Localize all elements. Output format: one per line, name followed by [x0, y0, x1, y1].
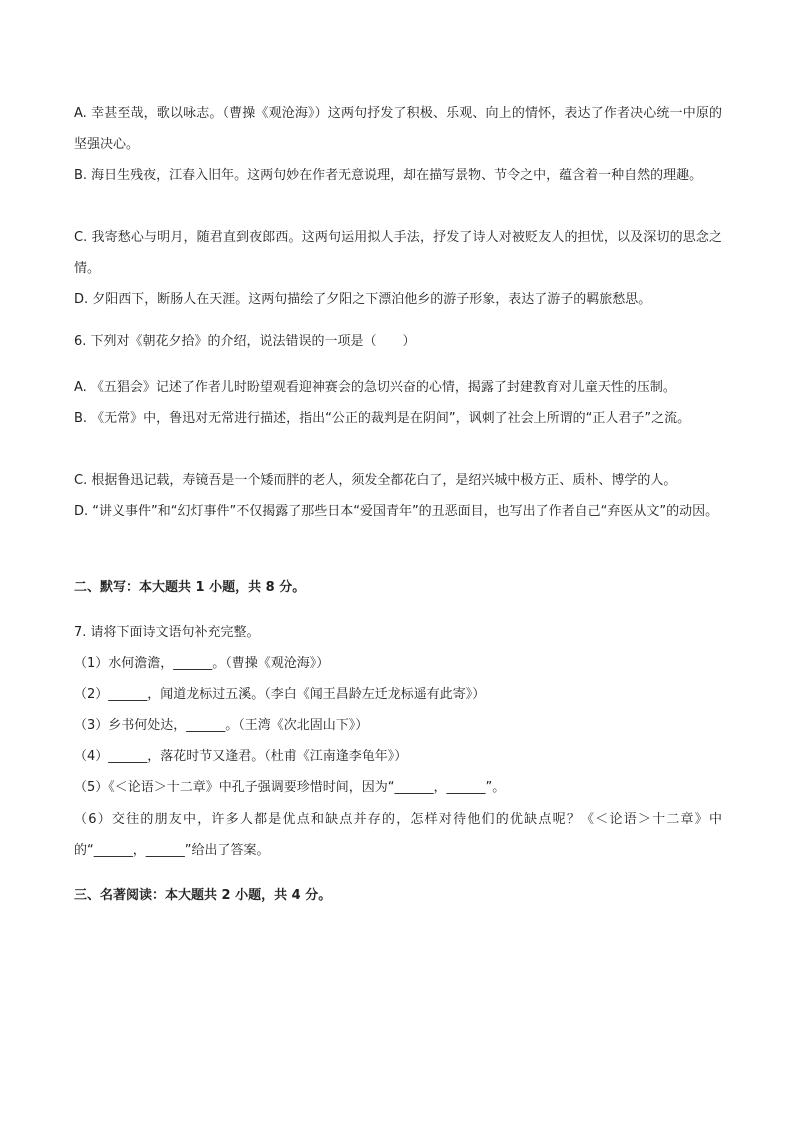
q6-option-a: A. 《五猖会》记述了作者儿时盼望观看迎神赛会的急切兴奋的心情，揭露了封建教育对儿童天性的压制。 [74, 380, 676, 395]
q6-option-b: B. 《无常》中，鲁迅对无常进行描述，指出“公正的裁判是在阴间”，讽刺了社会上所谓的“正人君子”之流。 [74, 411, 691, 426]
q5-option-a: A. 幸甚至哉，歌以咏志。（曹操《观沧海》）这两句抒发了积极、乐观、向上的情怀，表达了作者决心统一中原的坚强决心。 [74, 106, 722, 152]
q6-option-c: C. 根据鲁迅记载，寿镜吾是一个矮而胖的老人，须发全都花白了，是绍兴城中极方正、质朴、博学的人。 [74, 473, 677, 488]
q7-stem: 7. 请将下面诗文语句补充完整。 [74, 625, 260, 640]
q5-option-c: C. 我寄愁心与明月，随君直到夜郎西。这两句运用拟人手法，抒发了诗人对被贬友人的担忧，以及深切的思念之情。 [74, 230, 722, 276]
section-3-heading: 三、名著阅读：本大题共 2 小题，共 4 分。 [74, 888, 332, 903]
q5-option-d: D. 夕阳西下，断肠人在天涯。这两句描绘了夕阳之下漂泊他乡的游子形象，表达了游子的羁旅愁思。 [74, 292, 652, 307]
q6-option-d: D. “讲义事件”和“幻灯事件”不仅揭露了那些日本“爱国青年”的丑恶面目，也写出了作者自己“弃医从文”的动因。 [74, 504, 719, 519]
q5-option-b: B. 海日生残夜，江春入旧年。这两句妙在作者无意说理，却在描写景物、节令之中，蕴含着一种自然的理趣。 [74, 168, 703, 183]
q7-item-5: （5）《＜论语＞十二章》中孔子强调要珍惜时间，因为“______，______”。 [74, 780, 506, 795]
section-2-heading: 二、默写：本大题共 1 小题，共 8 分。 [74, 580, 306, 595]
q7-item-1: （1）水何澹澹，______。（曹操《观沧海》） [74, 656, 330, 671]
q7-item-2: （2）______，闻道龙标过五溪。（李白《闻王昌龄左迁龙标遥有此寄》） [74, 687, 486, 702]
q7-item-3: （3）乡书何处达，______。（王湾《次北固山下》） [74, 718, 369, 733]
q6-stem: 6. 下列对《朝花夕拾》的介绍，说法错误的一项是（ ） [74, 334, 416, 349]
q7-item-4: （4）______，落花时节又逢君。（杜甫《江南逢李龟年》） [74, 749, 408, 764]
q7-item-6: （6）交往的朋友中，许多人都是优点和缺点并存的，怎样对待他们的优缺点呢？《＜论语＞十二章》中的“______，______”给出了答案。 [74, 812, 722, 858]
